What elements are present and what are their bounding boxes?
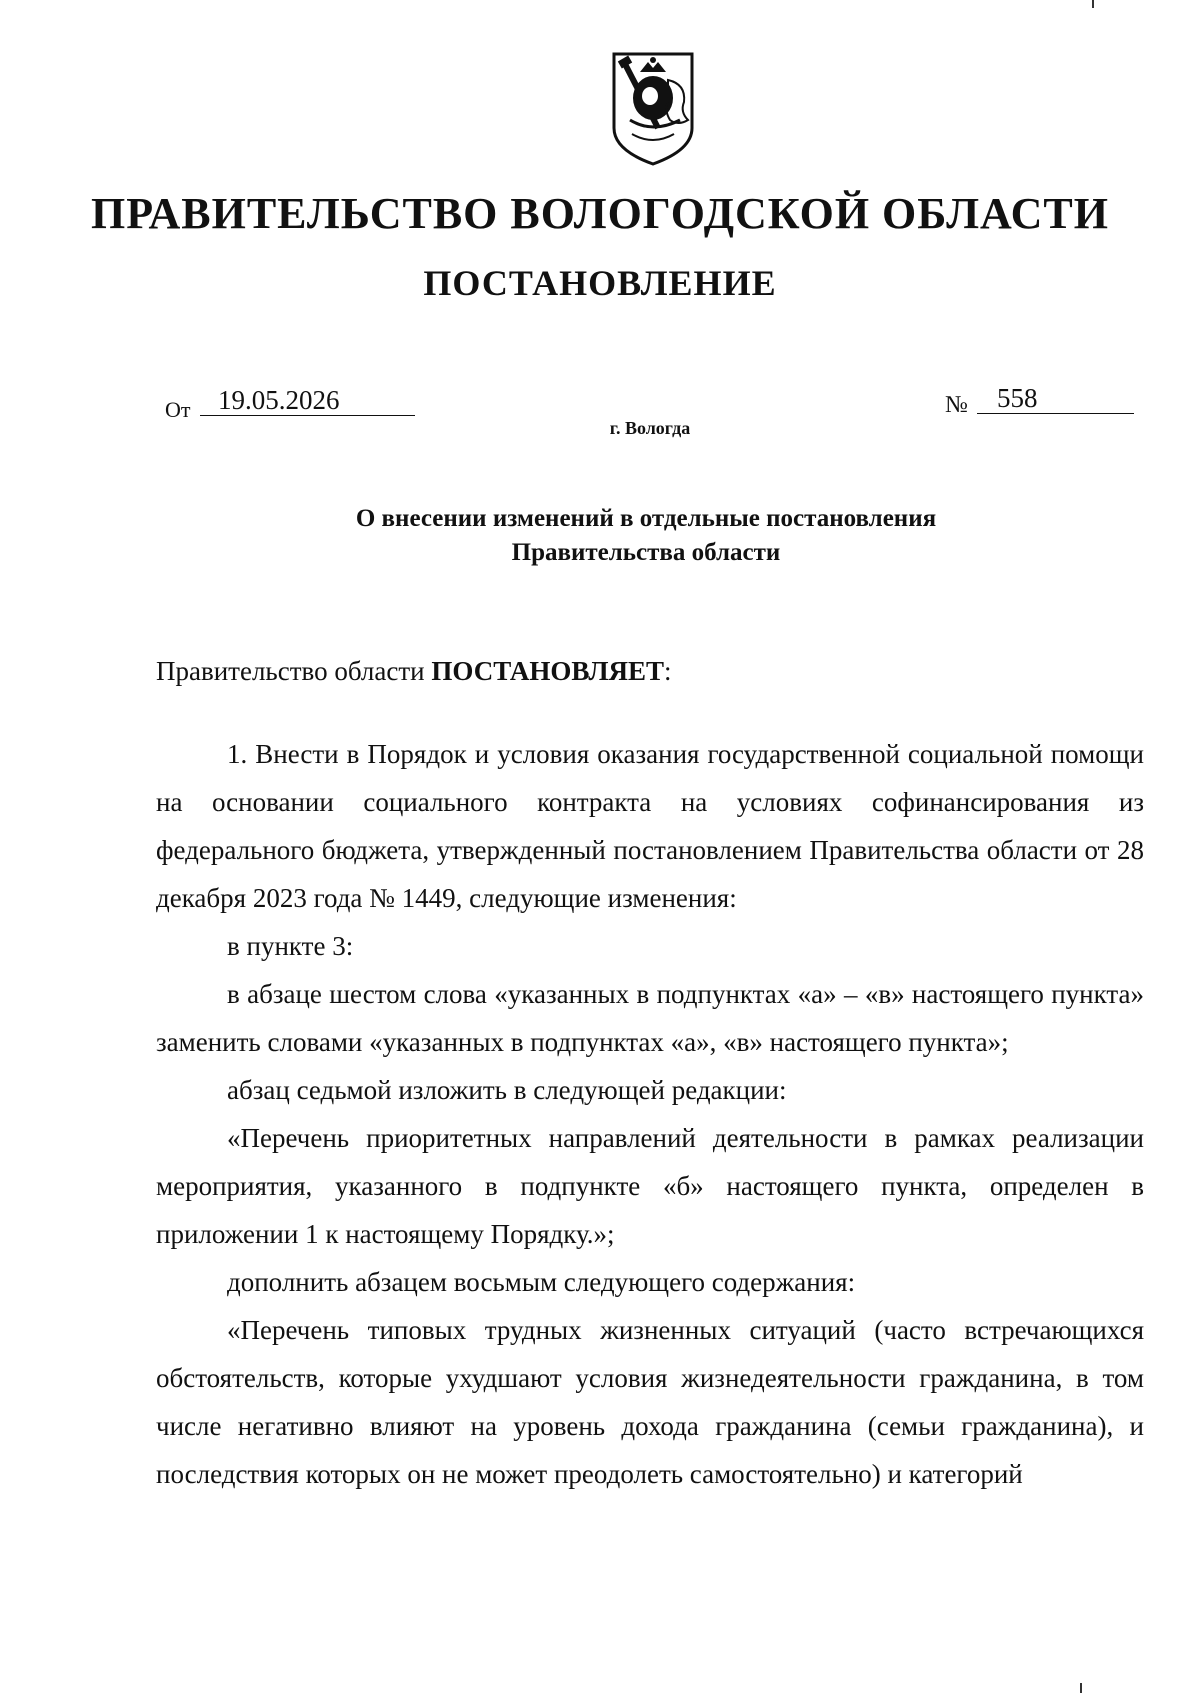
document-number: 558: [977, 383, 1134, 414]
document-date: 19.05.2026: [200, 385, 415, 416]
organization-title: ПРАВИТЕЛЬСТВО ВОЛОГОДСКОЙ ОБЛАСТИ: [91, 189, 1109, 238]
paragraph: дополнить абзацем восьмым следующего содержания:: [227, 1267, 856, 1297]
scan-mark-top: [1092, 0, 1094, 8]
preamble: [156, 656, 672, 687]
paragraph: абзац седьмой изложить в следующей редакции:: [227, 1075, 787, 1105]
paragraph: в пункте 3:: [227, 931, 354, 961]
subject-line-2: Правительства области: [511, 539, 781, 566]
scan-mark-bottom: [1080, 1683, 1082, 1693]
paragraph: «Перечень типовых трудных жизненных ситуаций (часто встречающихся обстоятельств, которые ухудшают условия жизнедеятельности гражданина, в том числе негативно влияют на уровень дохода гражданина (семьи гражданина), и последствия которых он не может преодолеть самостоятельно) и категорий: [156, 1315, 1144, 1489]
paragraph: «Перечень приоритетных направлений деятельности в рамках реализации мероприятия, указанного в подпункте «б» настоящего пункта, определен в приложении 1 к настоящему Порядку.»;: [156, 1123, 1144, 1249]
subject-line-1: О внесении изменений в отдельные постановления: [355, 505, 937, 532]
number-sign: №: [945, 392, 968, 418]
document-body: [156, 730, 1144, 1498]
coat-of-arms-icon: [610, 50, 696, 168]
paragraph: в абзаце шестом слова «указанных в подпунктах «а» – «в» настоящего пункта» заменить словами «указанных в подпунктах «а», «в» настоящего пункта»;: [156, 979, 1144, 1057]
preamble-text: Правительство области: [156, 656, 425, 686]
preamble-colon: :: [663, 656, 672, 686]
preamble-action: ПОСТАНОВЛЯЕТ: [431, 656, 664, 686]
document-type: ПОСТАНОВЛЕНИЕ: [423, 263, 777, 303]
document-subject: [0, 502, 1200, 570]
date-prefix: От: [165, 397, 191, 422]
paragraph: 1. Внести в Порядок и условия оказания государственной социальной помощи на основании социального контракта на условиях софинансирования из федерального бюджета, утвержденный постановлением Правительства области от 28 декабря 2023 года № 1449, следующие изменения:: [156, 739, 1144, 913]
city: г. Вологда: [609, 418, 691, 438]
